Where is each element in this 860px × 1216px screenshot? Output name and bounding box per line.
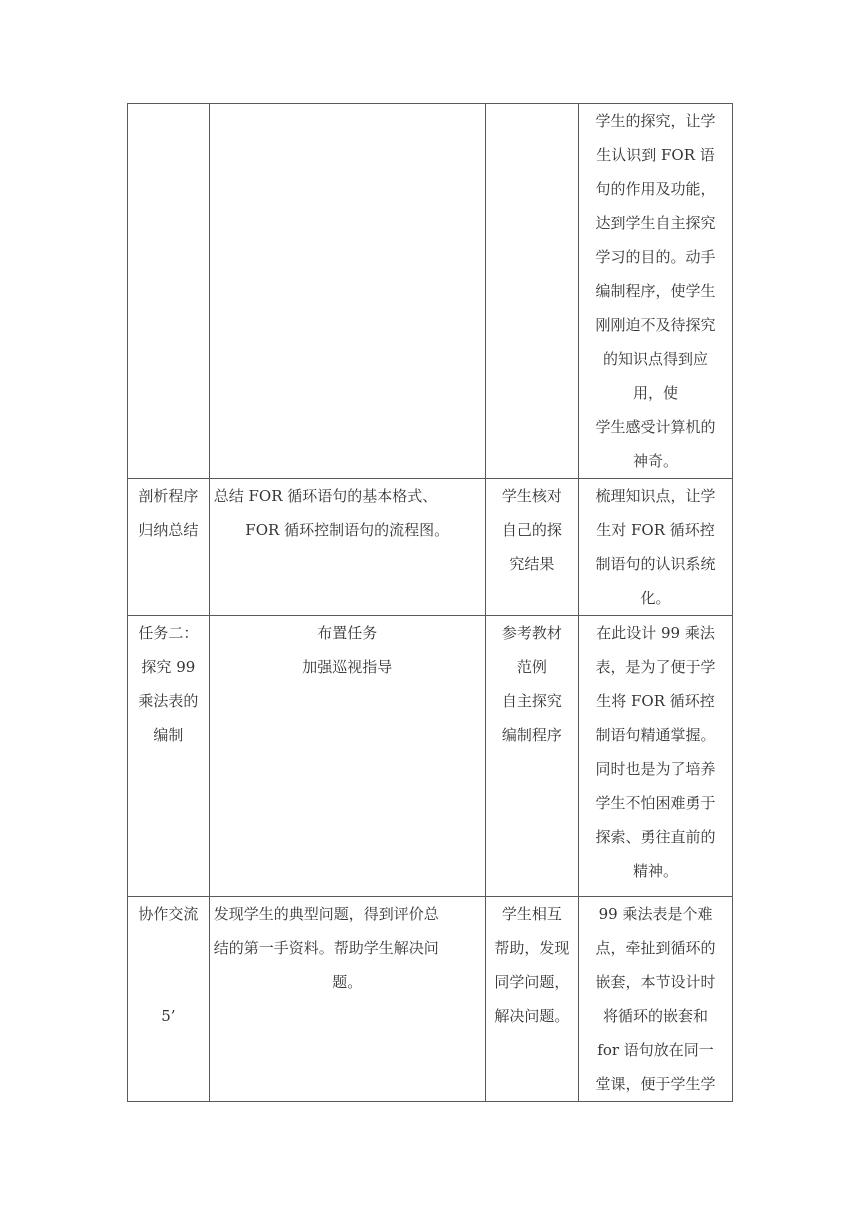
cell-text-line: 发现学生的典型问题，得到评价总 bbox=[213, 905, 439, 923]
cell-text-line: 用，使 bbox=[633, 384, 679, 402]
cell-text-line: 总结 FOR 循环语句的基本格式、 bbox=[213, 487, 438, 505]
cell-text-line: 编制程序 bbox=[501, 726, 562, 744]
cell-text-line: 范例 bbox=[516, 658, 547, 676]
cell-text-line: 句的作用及功能， bbox=[595, 180, 716, 198]
design-intent-cell bbox=[579, 479, 733, 616]
cell-text-line: 编制程序，使学生 bbox=[595, 282, 716, 300]
design-intent-cell bbox=[579, 104, 733, 479]
cell-text-line: 任务二： bbox=[138, 624, 199, 642]
teacher-activity-cell bbox=[209, 479, 485, 616]
cell-text-line: 生认识到 FOR 语 bbox=[596, 146, 715, 164]
cell-text-line: 的知识点得到应 bbox=[603, 350, 709, 368]
cell-text-line: 解决问题。 bbox=[494, 1007, 570, 1025]
teacher-activity-cell bbox=[209, 104, 485, 479]
cell-text-line: 究结果 bbox=[509, 555, 555, 573]
cell-text-line: 制语句精通掌握。 bbox=[595, 726, 716, 744]
cell-text-line: 题。 bbox=[332, 973, 363, 991]
cell-text-line: 制语句的认识系统 bbox=[595, 555, 716, 573]
cell-text-line: 达到学生自主探究 bbox=[595, 214, 716, 232]
lesson-plan-table bbox=[127, 103, 733, 1102]
cell-text-line: 探索、勇往直前的 bbox=[595, 828, 716, 846]
cell-text-line: for 语句放在同一 bbox=[597, 1041, 714, 1059]
stage-cell bbox=[128, 616, 210, 897]
cell-text-line: 自己的探 bbox=[501, 521, 562, 539]
stage-cell bbox=[128, 897, 210, 1102]
cell-text-line bbox=[132, 965, 205, 999]
cell-text-line: 在此设计 99 乘法 bbox=[596, 624, 715, 642]
cell-text-line: 5’ bbox=[161, 1007, 176, 1025]
cell-text-line: 剖析程序 bbox=[138, 487, 199, 505]
cell-text-line: 精神。 bbox=[633, 862, 679, 880]
cell-text-line: 刚刚迫不及待探究 bbox=[595, 316, 716, 334]
cell-text-line: 探究 99 bbox=[141, 658, 196, 676]
design-intent-cell bbox=[579, 616, 733, 897]
cell-text-line: 编制 bbox=[153, 726, 184, 744]
cell-text-line: 生将 FOR 循环控 bbox=[596, 692, 715, 710]
table-row bbox=[128, 616, 733, 897]
student-activity-cell bbox=[485, 104, 578, 479]
cell-text-line: 同学问题， bbox=[494, 973, 570, 991]
cell-text-line: FOR 循环控制语句的流程图。 bbox=[245, 521, 450, 539]
student-activity-cell bbox=[485, 897, 578, 1102]
cell-text-line: 嵌套，本节设计时 bbox=[595, 973, 716, 991]
cell-text-line: 帮助，发现 bbox=[494, 939, 570, 957]
cell-text-line: 归纳总结 bbox=[138, 521, 199, 539]
cell-text-line: 学生感受计算机的 bbox=[595, 418, 716, 436]
cell-text-line: 同时也是为了培养 bbox=[595, 760, 716, 778]
table-row bbox=[128, 897, 733, 1102]
teacher-activity-cell bbox=[209, 897, 485, 1102]
table-row bbox=[128, 479, 733, 616]
table-row bbox=[128, 104, 733, 479]
cell-text-line: 参考教材 bbox=[501, 624, 562, 642]
cell-text-line: 99 乘法表是个难 bbox=[598, 905, 713, 923]
student-activity-cell bbox=[485, 479, 578, 616]
stage-cell bbox=[128, 479, 210, 616]
cell-text-line: 学生不怕困难勇于 bbox=[595, 794, 716, 812]
cell-text-line: 结的第一手资料。帮助学生解决问 bbox=[213, 939, 439, 957]
cell-text-line: 协作交流 bbox=[138, 905, 199, 923]
cell-text-line: 生对 FOR 循环控 bbox=[596, 521, 715, 539]
cell-text-line: 梳理知识点，让学 bbox=[595, 487, 716, 505]
cell-text-line: 表，是为了便于学 bbox=[595, 658, 716, 676]
cell-text-line: 将循环的嵌套和 bbox=[603, 1007, 709, 1025]
student-activity-cell bbox=[485, 616, 578, 897]
cell-text-line bbox=[132, 931, 205, 965]
cell-text-line: 乘法表的 bbox=[138, 692, 199, 710]
cell-text-line: 学生核对 bbox=[501, 487, 562, 505]
cell-text-line: 化。 bbox=[640, 589, 671, 607]
teacher-activity-cell bbox=[209, 616, 485, 897]
cell-text-line: 自主探究 bbox=[501, 692, 562, 710]
cell-text-line: 点，牵扯到循环的 bbox=[595, 939, 716, 957]
cell-text-line: 加强巡视指导 bbox=[302, 658, 393, 676]
cell-text-line: 学生相互 bbox=[501, 905, 562, 923]
cell-text-line: 布置任务 bbox=[317, 624, 378, 642]
design-intent-cell bbox=[579, 897, 733, 1102]
cell-text-line: 学习的目的。动手 bbox=[595, 248, 716, 266]
stage-cell bbox=[128, 104, 210, 479]
cell-text-line: 堂课，便于学生学 bbox=[595, 1075, 716, 1093]
cell-text-line: 神奇。 bbox=[633, 452, 679, 470]
cell-text-line: 学生的探究，让学 bbox=[595, 112, 716, 130]
